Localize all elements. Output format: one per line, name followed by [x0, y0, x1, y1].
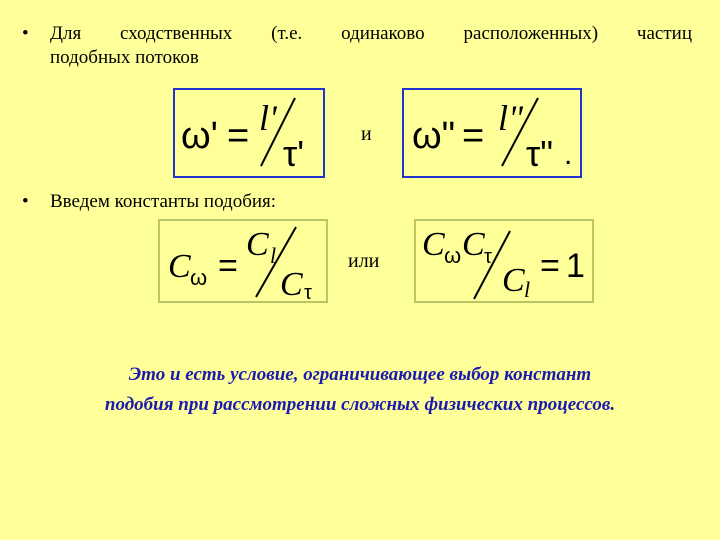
formula-denominator-sub: τ	[304, 282, 312, 301]
formula-numerator: l"	[498, 98, 524, 138]
formula-omega-prime	[175, 90, 323, 176]
bullet-mark: •	[22, 23, 29, 44]
conjunction-or: или	[348, 250, 380, 272]
formula-box-omega-prime	[173, 88, 325, 178]
formula-omega-double-prime	[404, 90, 580, 176]
formula-lhs-sub: ω	[190, 265, 208, 290]
bullet-text: Введем константы подобия:	[50, 191, 277, 212]
bullet-text-line1: Для сходственных (т.е. одинаково расположенных) частиц	[50, 23, 692, 44]
formula-box-c-omega	[158, 219, 328, 303]
formula-period: .	[564, 138, 573, 171]
formula-denominator: τ"	[526, 133, 553, 174]
formula-lhs: ω"	[412, 115, 456, 157]
formula-lhs: ω'	[181, 115, 218, 157]
conclusion-line2: подобия при рассмотрении сложных физических процессов.	[104, 394, 616, 415]
formula-rhs: 1	[566, 247, 585, 285]
formula-equals: =	[218, 247, 238, 285]
formula-denominator-c: C	[280, 266, 303, 301]
formula-equals: =	[227, 115, 250, 157]
formula-numerator: l'	[259, 98, 277, 138]
formula-numerator-c: C	[246, 226, 269, 263]
formula-equals: =	[540, 247, 560, 285]
bullet-mark: •	[22, 191, 29, 212]
bullet-similar-particles	[22, 22, 692, 70]
formula-box-omega-double-prime	[402, 88, 582, 178]
formula-box-constraint	[414, 219, 594, 303]
formula-denominator: τ'	[283, 133, 305, 174]
formula-denominator-c: C	[502, 262, 525, 299]
formula-numerator-c2: C	[462, 226, 485, 263]
formula-numerator-c1: C	[422, 226, 445, 263]
formula-numerator-sub2: τ	[484, 246, 492, 268]
formula-numerator-sub1: ω	[444, 243, 462, 268]
formula-numerator-sub: l	[270, 243, 277, 268]
formula-equals: =	[462, 115, 485, 157]
formula-constraint	[416, 221, 592, 301]
formula-denominator-sub: l	[524, 277, 531, 301]
conclusion-line1: Это и есть условие, ограничивающее выбор констант	[128, 364, 592, 385]
conclusion-text	[20, 360, 700, 420]
conjunction-and: и	[361, 123, 372, 145]
formula-c-omega	[160, 221, 326, 301]
bullet-text-line2: подобных потоков	[50, 47, 199, 68]
bullet-similarity-constants	[22, 190, 276, 214]
formula-lhs-c: C	[168, 248, 191, 285]
